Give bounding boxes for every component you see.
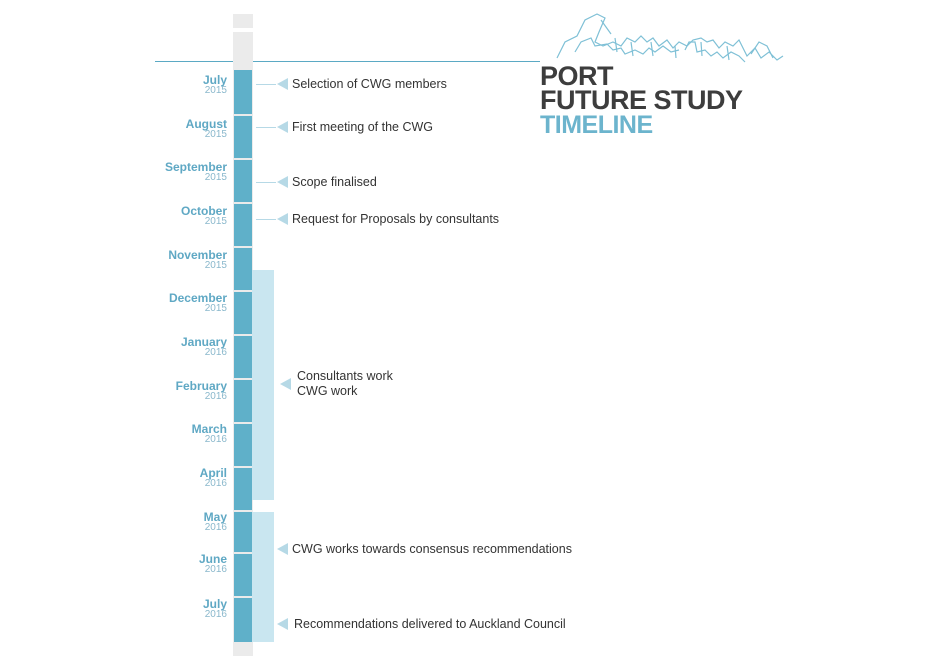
- month-label: August 2015: [185, 117, 227, 140]
- month-segment-nov-2015: [234, 248, 252, 290]
- month-label: October 2015: [180, 204, 227, 227]
- month-segment-apr-2016: [234, 468, 252, 510]
- event-label: First meeting of the CWG: [292, 120, 434, 134]
- month-label: July 2016: [202, 597, 227, 620]
- event-label-consultants-work: Consultants work CWG work: [297, 369, 393, 398]
- month-segment-may-2016: [234, 512, 252, 552]
- month-segment-jan-2016: [234, 336, 252, 378]
- month-segment-sep-2015: [234, 160, 252, 202]
- month-label: April 2016: [199, 466, 227, 489]
- event-connector: [256, 127, 276, 128]
- month-label: September 2015: [164, 160, 227, 183]
- month-segment-aug-2015: [234, 116, 252, 158]
- event-label: Recommendations delivered to Auckland Council: [294, 617, 566, 631]
- event-pointer-icon: [277, 618, 288, 630]
- event-pointer-icon: [277, 176, 288, 188]
- study-title-logo: [540, 61, 743, 139]
- month-segment-oct-2015: [234, 204, 252, 246]
- month-label: January 2016: [180, 335, 227, 358]
- month-segment-dec-2015: [234, 292, 252, 334]
- logo-line-port: PORT: [540, 61, 614, 91]
- duration-band-consensus: [252, 512, 274, 642]
- event-pointer-icon: [277, 121, 288, 133]
- month-label: June 2016: [198, 552, 227, 575]
- month-segment-jul-2016: [234, 598, 252, 642]
- logo-line-future-study: FUTURE STUDY: [540, 85, 743, 115]
- month-segment-jun-2016: [234, 554, 252, 596]
- header-rule: [155, 61, 540, 62]
- month-segment-mar-2016: [234, 424, 252, 466]
- event-connector: [256, 182, 276, 183]
- event-connector: [256, 219, 276, 220]
- month-label: December 2015: [168, 291, 227, 314]
- event-label: Selection of CWG members: [292, 77, 447, 91]
- event-label: CWG works towards consensus recommendations: [292, 542, 572, 556]
- month-label: May 2016: [203, 510, 227, 533]
- month-label: November 2015: [168, 248, 227, 271]
- duration-band-consultants-work: [252, 270, 274, 500]
- month-label: February 2016: [175, 379, 227, 402]
- event-label: Request for Proposals by consultants: [292, 212, 500, 226]
- event-pointer-icon: [277, 543, 288, 555]
- month-segment-jul-2015: [234, 70, 252, 114]
- event-pointer-icon: [280, 378, 291, 390]
- timeline-track-gap: [233, 28, 253, 32]
- month-label: July 2015: [202, 73, 227, 96]
- month-segment-feb-2016: [234, 380, 252, 422]
- event-label: Scope finalised: [292, 175, 377, 189]
- month-label: March 2016: [191, 422, 227, 445]
- event-pointer-icon: [277, 213, 288, 225]
- event-connector: [256, 84, 276, 85]
- logo-line-timeline: TIMELINE: [540, 111, 653, 139]
- event-pointer-icon: [277, 78, 288, 90]
